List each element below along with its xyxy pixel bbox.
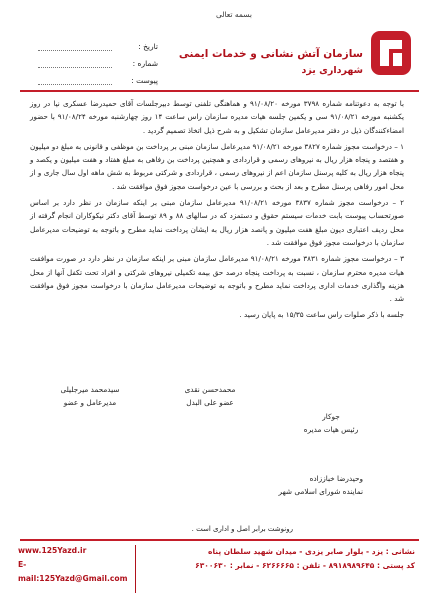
signature-alternate-member	[160, 383, 260, 409]
number-row	[38, 51, 158, 68]
item-1-paragraph: ۱ – درخواست مجوز شماره ۳۸۲۷ مورخه ۹۱/۰۸/۲۱ مدیرعامل سازمان مبنی بر پرداخت بن موظفی و قانونی به مبلغ دو میلیون و هفتصد و پنجاه هزار ریال به نیروهای رسمی و قراردادی و همچنین پرداخت بن رفاهی به مبلغ هفتاد و هفت میلیون و یکصد و پنجاه هزار ریال به کلیه پرسنل سازمان اعم از نیروهای رسمی ، قراردادی و شرکتی مربوط به شش ماهه اول سال جاری و از محل امور رفاهی پرسنل مطرح و بعد از بحث و بررسی با عین درخواست مجوز فوق موافقت شد .	[30, 141, 404, 191]
signature-name: وحیدرضا خباززاده	[309, 474, 363, 483]
email-link[interactable]: E-mail:125Yazd@Gmail.com	[18, 560, 128, 583]
signature-title: رئیس هیات مدیره	[303, 425, 359, 434]
closing-paragraph: جلسه با ذکر صلوات راس ساعت ۱۵/۳۵ به پایان رسید .	[239, 310, 404, 320]
letterhead	[14, 8, 421, 88]
item-3-paragraph: ۳ – درخواست مجوز شماره ۳۸۳۱ مورخه ۹۱/۰۸/۲۱ مدیرعامل سازمان مبنی بر اینکه سازمان در نظر دارد در صورت موافقت هیات مدیره محترم سازمان ، نسبت به پرداخت پنجاه درصد حق بیمه تکمیلی نیروهای شرکتی و افراد تحت تکفل آنها از محل هزینه واگذاری خدمات اداری پرداخت نماید مطرح و باتوجه به توضیحات مدیرعامل سازمان با درخواست مجوز فوق موافقت شد .	[30, 254, 405, 304]
organization-subtitle: شهرداری یزد	[301, 65, 363, 76]
number-field	[38, 59, 112, 68]
signature-ceo	[40, 383, 140, 409]
footer-separator	[135, 545, 136, 593]
postal-phone-row: کد پستی : ۸۹۱۸۹۸۹۶۴۵ - تلفن : ۶۲۶۶۶۶۵ - نمابر : ۶۳۰۰۶۳۰	[195, 561, 415, 570]
footer-address-block	[145, 545, 415, 573]
footer-contact-web	[18, 544, 128, 586]
number-label: شماره :	[132, 59, 158, 68]
minutes-body	[30, 97, 404, 325]
organization-title: سازمان آتش نشانی و خدمات ایمنی	[178, 48, 363, 60]
signature-name: محمدحسن نقدی	[184, 385, 236, 394]
bismillah-heading: بسمه تعالی	[215, 10, 253, 19]
signature-name: سیدمحمد میرجلیلی	[60, 385, 120, 394]
copy-notice: رونوشت برابر اصل و اداری است .	[191, 525, 293, 533]
website-link[interactable]: www.125Yazd.ir	[18, 546, 87, 555]
attachment-label: پیوست :	[131, 76, 158, 85]
header-divider	[20, 90, 419, 92]
date-row	[38, 34, 158, 51]
signature-city-council	[223, 472, 363, 498]
date-label: تاریخ :	[138, 42, 158, 51]
fax-number: نمابر : ۶۳۰۰۶۳۰	[195, 561, 254, 570]
phone-number: تلفن : ۶۲۶۶۶۶۵	[261, 561, 321, 570]
fire-department-logo-icon	[369, 28, 413, 78]
signature-title: نماینده شورای اسلامی شهر	[278, 487, 363, 496]
postal-code: کد پستی : ۸۹۱۸۹۸۹۶۴۵	[328, 561, 415, 570]
footer-divider	[20, 539, 419, 541]
letter-meta	[38, 34, 158, 85]
signature-title: مدیرعامل و عضو	[63, 398, 117, 407]
date-field	[38, 42, 112, 51]
intro-paragraph: با توجه به دعوتنامه شماره ۳۷۹۸ مورخه ۹۱/۰۸/۲۰ و هماهنگی تلفنی توسط دبیرجلسات آقای حمیدرضا عسکری نیا در روز یکشنبه مورخه ۹۱/۰۸/۲۱ سی و یکمین جلسه هیات مدیره سازمان راس ساعت ۱۴ روز چهارشنبه مورخه ۹۱/۰۸/۲۴ با حضور امضاءکنندگان ذیل در دفتر مدیرعامل سازمان تشکیل و به شرح ذیل اتخاذ تصمیم گردید .	[30, 99, 404, 135]
signature-title: عضو علی البدل	[186, 398, 234, 407]
attachment-field	[38, 76, 112, 85]
attachment-row	[38, 68, 158, 85]
signature-chairman	[291, 410, 371, 436]
signature-name: جوکار	[322, 412, 340, 421]
item-2-paragraph: ۲ – درخواست مجوز شماره ۳۸۳۷ مورخه ۹۱/۰۸/۲۱ مدیرعامل سازمان مبنی بر اینکه سازمان در نظر دارد بر اساس صورتحساب پیوست بابت خدمات سیستم حقوق و دستمزد که در سالهای ۸۸ و ۸۹ توسط آقای دکتر نیکوکاران انجام گرفته از محل ردیف اعتباری دیون مبلغ هفت میلیون و پانصد هزار ریال به ایشان پرداخت نماید مطرح و باتوجه به توضیحات مدیرعامل سازمان با درخواست مجوز فوق موافقت شد .	[30, 198, 405, 247]
organization-block	[178, 28, 421, 86]
address-text: نشانی : یزد - بلوار صابر یزدی - میدان شهید سلطان پناه	[208, 547, 415, 556]
